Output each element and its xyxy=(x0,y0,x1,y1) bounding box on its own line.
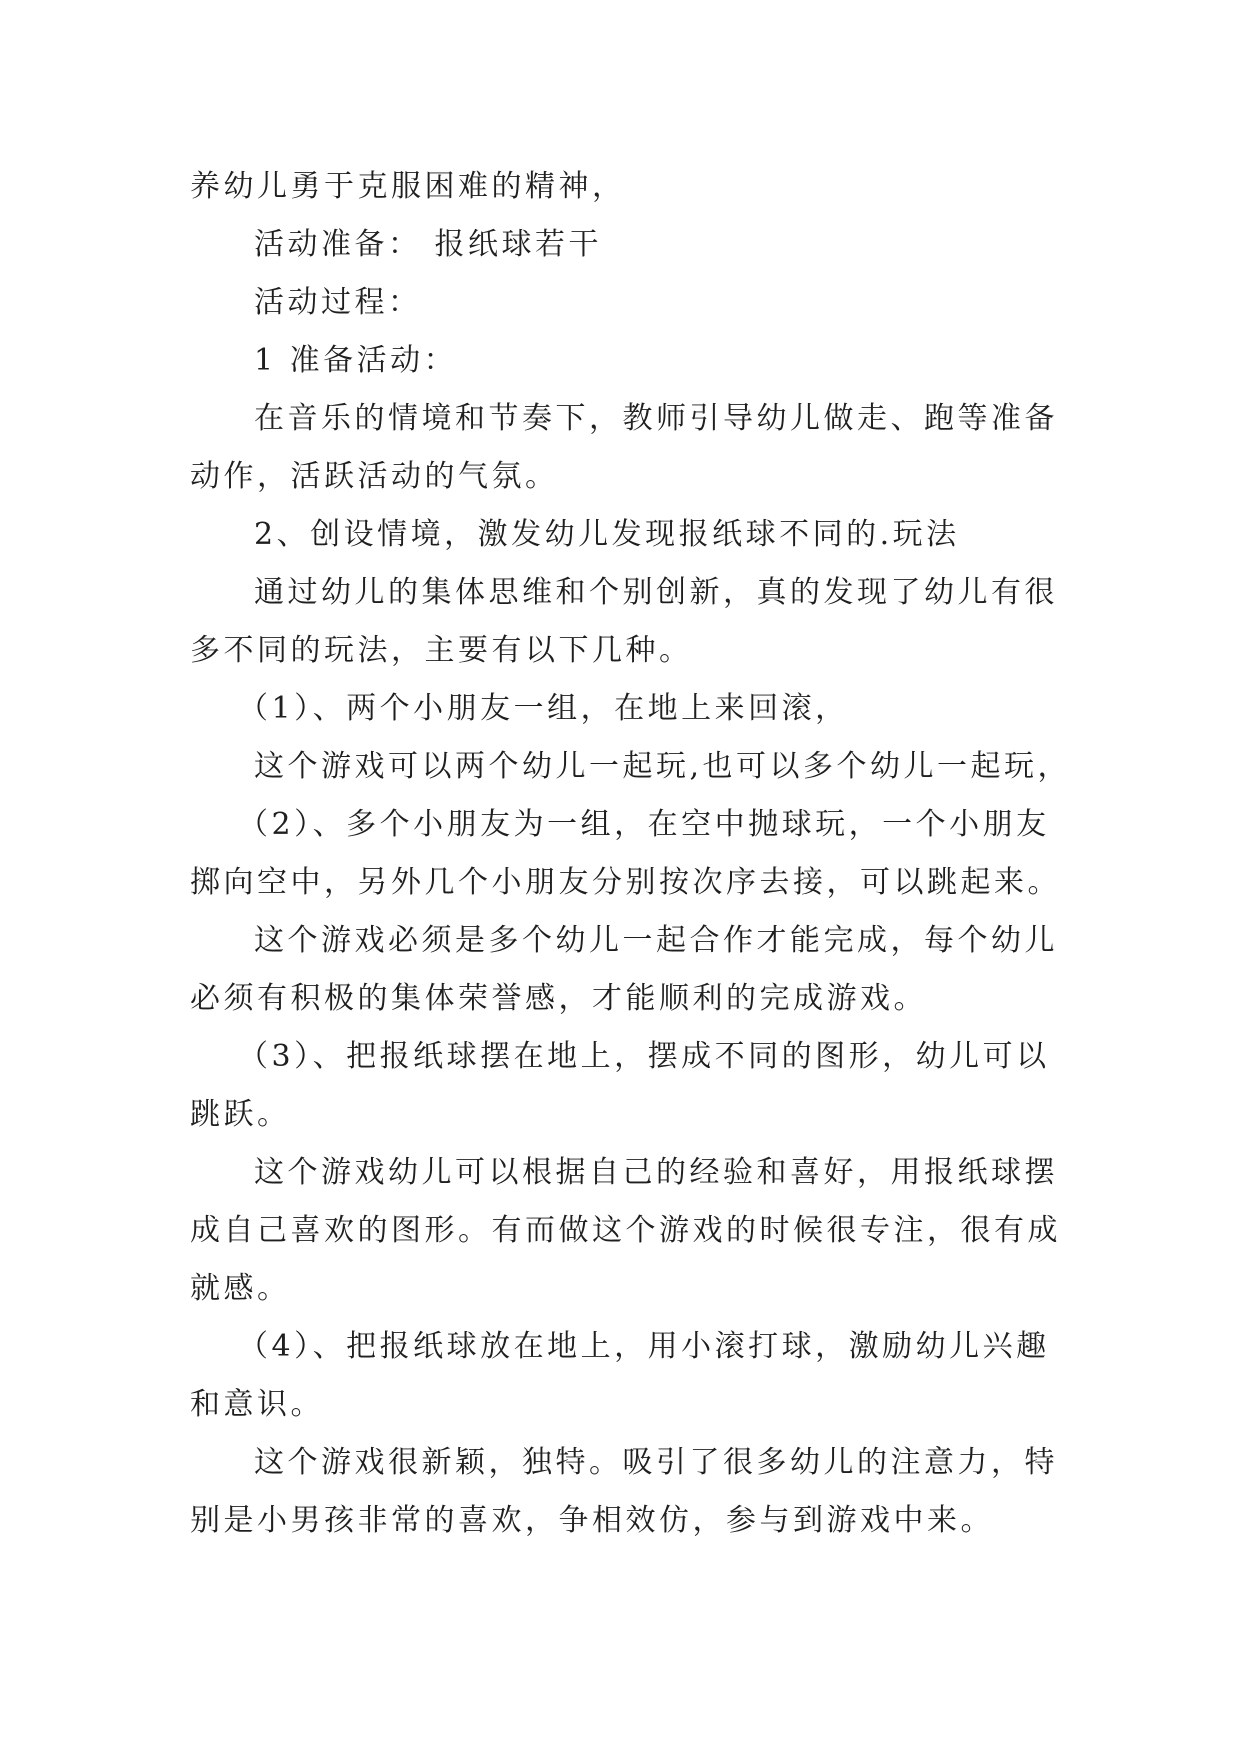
text-line: 1 准备活动： xyxy=(254,343,458,378)
text-line: 这个游戏很新颖，独特。吸引了很多幼儿的注意力，特 xyxy=(254,1445,1058,1480)
text-line: 在音乐的情境和节奏下，教师引导幼儿做走、跑等准备 xyxy=(254,401,1058,436)
text-line: 通过幼儿的集体思维和个别创新，真的发现了幼儿有很 xyxy=(254,575,1058,610)
text-line: 这个游戏必须是多个幼儿一起合作才能完成，每个幼儿 xyxy=(254,923,1058,958)
text-line: 2、创设情境，激发幼儿发现报纸球不同的.玩法 xyxy=(254,517,960,552)
text-line: 活动过程： xyxy=(254,285,422,320)
text-line: 掷向空中，另外几个小朋友分别按次序去接，可以跳起来。 xyxy=(190,865,1061,900)
text-line: 养幼儿勇于克服困难的精神， xyxy=(190,169,626,204)
document-body xyxy=(190,158,1070,1550)
text-line: （4）、把报纸球放在地上，用小滚打球，激励幼儿兴趣 xyxy=(238,1329,1050,1364)
text-line: 必须有积极的集体荣誉感，才能顺利的完成游戏。 xyxy=(190,981,927,1016)
text-line: （1）、两个小朋友一组，在地上来回滚， xyxy=(238,691,849,726)
text-line: 别是小男孩非常的喜欢，争相效仿，参与到游戏中来。 xyxy=(190,1503,994,1538)
text-line: 就感。 xyxy=(190,1271,291,1306)
text-line: 活动准备： 报纸球若干 xyxy=(254,227,603,262)
text-line: 和意识。 xyxy=(190,1387,324,1422)
text-line: 动作，活跃活动的气氛。 xyxy=(190,459,559,494)
text-line: 这个游戏可以两个幼儿一起玩,也可以多个幼儿一起玩， xyxy=(254,749,1072,784)
text-line: （2）、多个小朋友为一组，在空中抛球玩，一个小朋友 xyxy=(238,807,1050,842)
text-line: （3）、把报纸球摆在地上，摆成不同的图形，幼儿可以 xyxy=(238,1039,1050,1074)
text-line: 这个游戏幼儿可以根据自己的经验和喜好，用报纸球摆 xyxy=(254,1155,1058,1190)
text-line: 跳跃。 xyxy=(190,1097,291,1132)
text-line: 多不同的玩法，主要有以下几种。 xyxy=(190,633,693,668)
text-line: 成自己喜欢的图形。有而做这个游戏的时候很专注，很有成 xyxy=(190,1213,1061,1248)
